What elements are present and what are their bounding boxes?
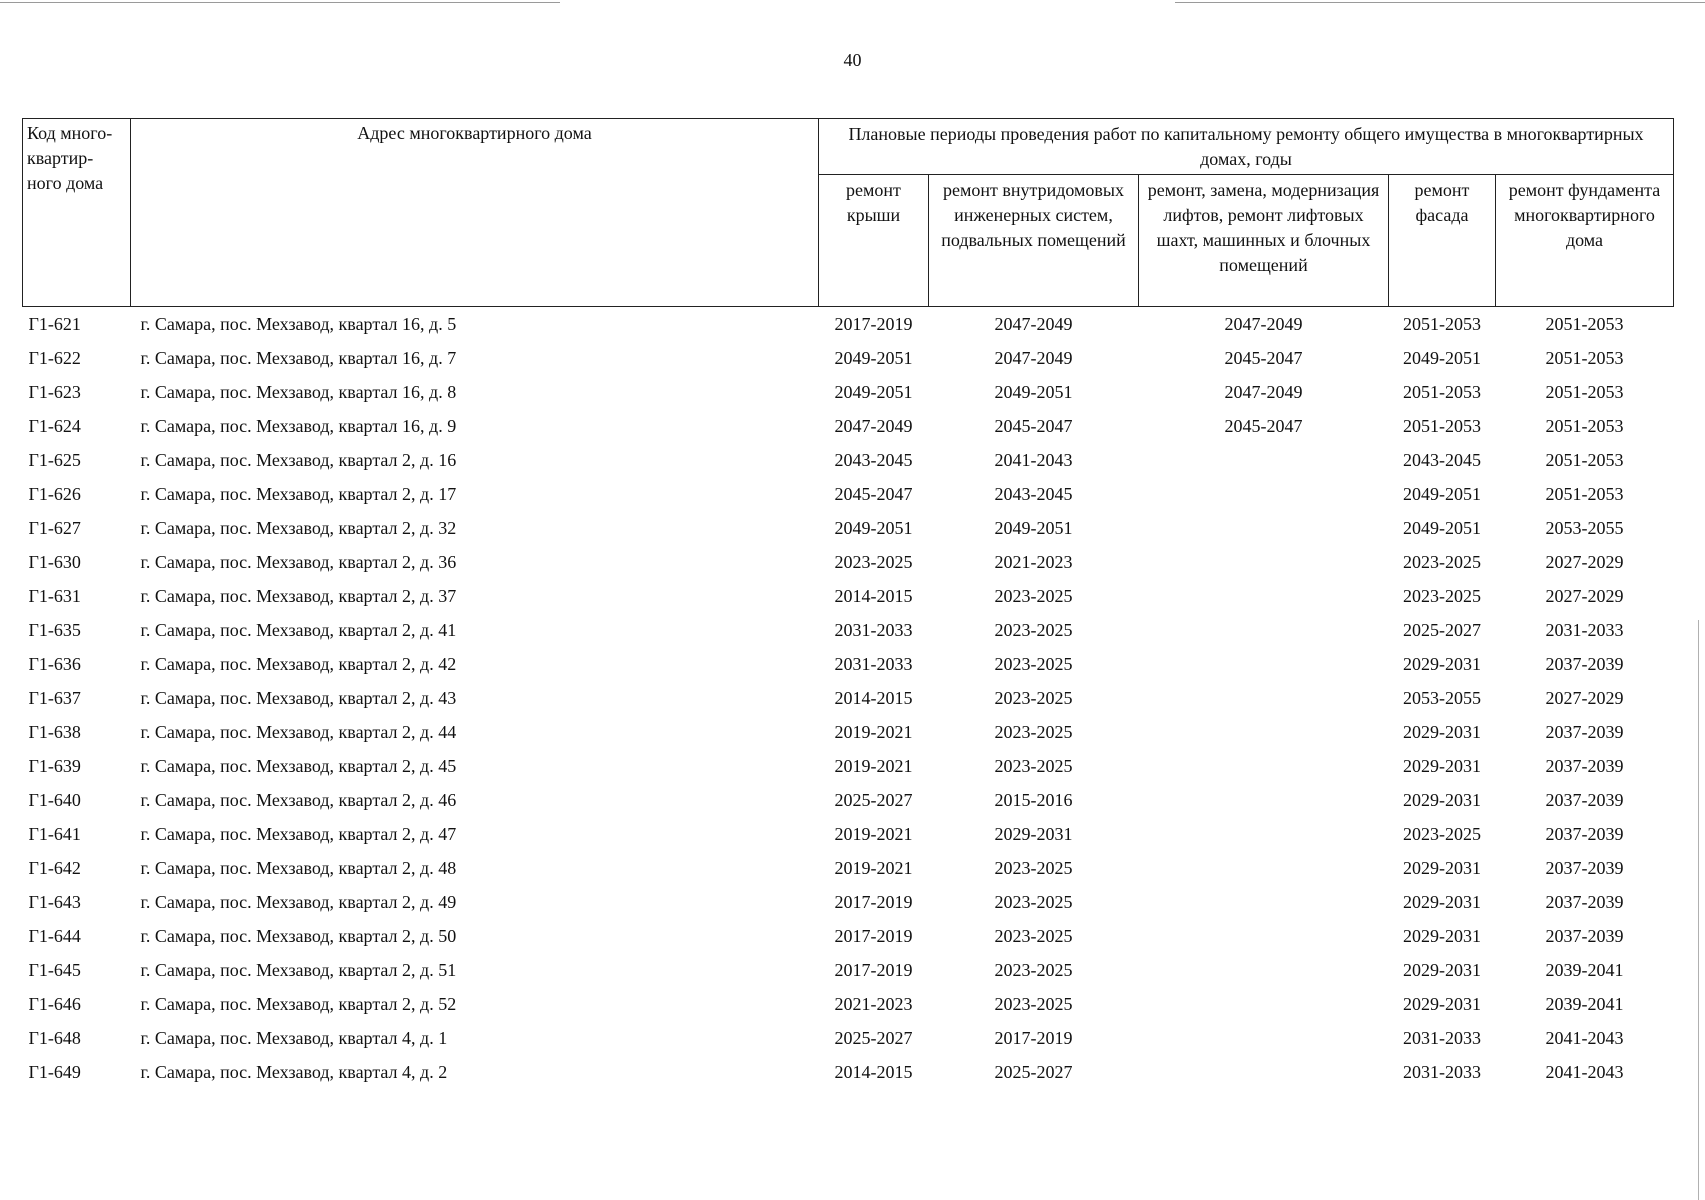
cell-roof: 2019-2021 [834,755,913,776]
cell-facade: 2029-2031 [1403,721,1481,742]
table-row [23,817,1674,851]
cell-engineering: 2023-2025 [994,585,1073,606]
cell-engineering: 2023-2025 [994,925,1073,946]
cell-lifts [1139,443,1389,477]
cell-code: Г1-622 [28,347,81,368]
cell-facade: 2029-2031 [1403,925,1481,946]
cell-engineering: 2025-2027 [994,1061,1073,1082]
cell-engineering: 2041-2043 [994,449,1073,470]
cell-address: г. Самара, пос. Мехзавод, квартал 2, д. 44 [140,721,457,742]
cell-facade: 2029-2031 [1403,653,1481,674]
cell-engineering: 2045-2047 [994,415,1073,436]
cell-address: г. Самара, пос. Мехзавод, квартал 2, д. 32 [140,517,457,538]
table-row [23,613,1674,647]
cell-engineering: 2023-2025 [994,721,1073,742]
table-row [23,409,1674,443]
cell-lifts [1139,1055,1389,1089]
cell-lifts [1139,749,1389,783]
cell-facade: 2029-2031 [1403,789,1481,810]
cell-engineering: 2049-2051 [994,381,1073,402]
cell-foundation: 2037-2039 [1545,823,1624,844]
cell-code: Г1-626 [28,483,81,504]
cell-engineering: 2021-2023 [994,551,1073,572]
cell-lifts [1139,647,1389,681]
cell-roof: 2025-2027 [834,789,913,810]
cell-code: Г1-630 [28,551,81,572]
table-row [23,477,1674,511]
cell-facade: 2023-2025 [1403,585,1481,606]
cell-roof: 2031-2033 [834,653,913,674]
cell-foundation: 2051-2053 [1545,415,1624,436]
table-row [23,715,1674,749]
table-row [23,647,1674,681]
table-row [23,375,1674,409]
cell-roof: 2047-2049 [834,415,913,436]
cell-engineering: 2047-2049 [994,313,1073,334]
cell-address: г. Самара, пос. Мехзавод, квартал 2, д. 48 [140,857,457,878]
header-row [23,119,1674,175]
cell-code: Г1-640 [28,789,81,810]
header-facade: ремонт фасада [1389,175,1496,307]
cell-facade: 2051-2053 [1403,313,1481,334]
cell-lifts [1139,545,1389,579]
table-row [23,919,1674,953]
cell-code: Г1-639 [28,755,81,776]
cell-engineering: 2023-2025 [994,959,1073,980]
cell-address: г. Самара, пос. Мехзавод, квартал 2, д. 50 [140,925,457,946]
cell-code: Г1-649 [28,1061,81,1082]
cell-foundation: 2037-2039 [1545,925,1624,946]
cell-engineering: 2023-2025 [994,619,1073,640]
cell-address: г. Самара, пос. Мехзавод, квартал 2, д. 49 [140,891,457,912]
cell-code: Г1-645 [28,959,81,980]
cell-roof: 2017-2019 [834,925,913,946]
cell-address: г. Самара, пос. Мехзавод, квартал 2, д. 46 [140,789,457,810]
cell-code: Г1-631 [28,585,81,606]
table-row [23,1055,1674,1089]
cell-foundation: 2051-2053 [1545,381,1624,402]
cell-engineering: 2023-2025 [994,857,1073,878]
cell-lifts [1139,613,1389,647]
repair-schedule-table [22,118,1674,1089]
cell-address: г. Самара, пос. Мехзавод, квартал 2, д. 47 [140,823,457,844]
table-body [23,307,1674,1090]
cell-roof: 2043-2045 [834,449,913,470]
cell-address: г. Самара, пос. Мехзавод, квартал 16, д. 8 [140,381,457,402]
cell-address: г. Самара, пос. Мехзавод, квартал 2, д. 52 [140,993,457,1014]
table-row [23,749,1674,783]
cell-facade: 2023-2025 [1403,551,1481,572]
cell-engineering: 2029-2031 [994,823,1073,844]
cell-facade: 2031-2033 [1403,1061,1481,1082]
cell-engineering: 2023-2025 [994,687,1073,708]
cell-foundation: 2037-2039 [1545,857,1624,878]
cell-facade: 2023-2025 [1403,823,1481,844]
cell-foundation: 2027-2029 [1545,585,1624,606]
cell-roof: 2017-2019 [834,959,913,980]
cell-address: г. Самара, пос. Мехзавод, квартал 2, д. 36 [140,551,457,572]
table-row [23,341,1674,375]
cell-code: Г1-624 [28,415,81,436]
cell-roof: 2019-2021 [834,823,913,844]
header-code: Код много-квартир-ного дома [23,119,131,307]
cell-code: Г1-646 [28,993,81,1014]
header-foundation: ремонт фундамента многоквартирного дома [1496,175,1674,307]
cell-code: Г1-638 [28,721,81,742]
cell-lifts [1139,953,1389,987]
scan-edge-line [1698,620,1699,1200]
cell-code: Г1-635 [28,619,81,640]
cell-lifts [1139,477,1389,511]
cell-foundation: 2051-2053 [1545,483,1624,504]
table-row [23,579,1674,613]
cell-address: г. Самара, пос. Мехзавод, квартал 2, д. 51 [140,959,457,980]
cell-address: г. Самара, пос. Мехзавод, квартал 2, д. 43 [140,687,457,708]
cell-lifts: 2045-2047 [1224,415,1303,436]
cell-facade: 2025-2027 [1403,619,1481,640]
cell-foundation: 2037-2039 [1545,653,1624,674]
scan-edge-line [0,2,560,3]
table-row [23,511,1674,545]
cell-lifts: 2047-2049 [1224,313,1303,334]
cell-address: г. Самара, пос. Мехзавод, квартал 2, д. 17 [140,483,457,504]
cell-foundation: 2027-2029 [1545,551,1624,572]
cell-address: г. Самара, пос. Мехзавод, квартал 2, д. 37 [140,585,457,606]
cell-engineering: 2023-2025 [994,993,1073,1014]
cell-address: г. Самара, пос. Мехзавод, квартал 2, д. 42 [140,653,457,674]
cell-facade: 2029-2031 [1403,857,1481,878]
cell-engineering: 2017-2019 [994,1027,1073,1048]
cell-address: г. Самара, пос. Мехзавод, квартал 4, д. 1 [140,1027,448,1048]
cell-code: Г1-644 [28,925,81,946]
cell-foundation: 2053-2055 [1545,517,1624,538]
cell-address: г. Самара, пос. Мехзавод, квартал 4, д. 2 [140,1061,448,1082]
cell-facade: 2029-2031 [1403,993,1481,1014]
cell-foundation: 2041-2043 [1545,1061,1624,1082]
cell-foundation: 2039-2041 [1545,959,1624,980]
cell-facade: 2029-2031 [1403,959,1481,980]
cell-lifts [1139,511,1389,545]
cell-code: Г1-627 [28,517,81,538]
scan-edge-line [1175,2,1705,3]
cell-engineering: 2043-2045 [994,483,1073,504]
cell-foundation: 2031-2033 [1545,619,1624,640]
table-row [23,307,1674,342]
header-address: Адрес многоквартирного дома [131,119,819,307]
cell-lifts [1139,1021,1389,1055]
cell-facade: 2051-2053 [1403,381,1481,402]
cell-address: г. Самара, пос. Мехзавод, квартал 16, д. 9 [140,415,457,436]
cell-roof: 2031-2033 [834,619,913,640]
cell-facade: 2049-2051 [1403,347,1481,368]
cell-foundation: 2051-2053 [1545,313,1624,334]
cell-address: г. Самара, пос. Мехзавод, квартал 2, д. 16 [140,449,457,470]
cell-roof: 2023-2025 [834,551,913,572]
cell-code: Г1-621 [28,313,81,334]
cell-lifts [1139,885,1389,919]
cell-facade: 2043-2045 [1403,449,1481,470]
header-roof: ремонт крыши [819,175,929,307]
cell-address: г. Самара, пос. Мехзавод, квартал 2, д. 41 [140,619,457,640]
cell-foundation: 2051-2053 [1545,449,1624,470]
cell-roof: 2019-2021 [834,721,913,742]
cell-roof: 2025-2027 [834,1027,913,1048]
cell-facade: 2049-2051 [1403,517,1481,538]
page-number: 40 [843,50,862,70]
header-engineering: ремонт внутридомовых инженерных систем, подвальных помещений [929,175,1139,307]
cell-foundation: 2037-2039 [1545,721,1624,742]
cell-engineering: 2047-2049 [994,347,1073,368]
cell-engineering: 2015-2016 [994,789,1073,810]
cell-lifts: 2047-2049 [1224,381,1303,402]
cell-code: Г1-648 [28,1027,81,1048]
cell-lifts [1139,579,1389,613]
table-row [23,443,1674,477]
cell-facade: 2049-2051 [1403,483,1481,504]
cell-roof: 2017-2019 [834,891,913,912]
cell-lifts [1139,987,1389,1021]
table-row [23,851,1674,885]
cell-code: Г1-641 [28,823,81,844]
table-row [23,681,1674,715]
cell-foundation: 2039-2041 [1545,993,1624,1014]
cell-foundation: 2027-2029 [1545,687,1624,708]
cell-code: Г1-625 [28,449,81,470]
table-row [23,1021,1674,1055]
header-periods-group: Плановые периоды проведения работ по капитальному ремонту общего имущества в многоквартирных домах, годы [819,119,1674,175]
cell-engineering: 2049-2051 [994,517,1073,538]
cell-roof: 2049-2051 [834,381,913,402]
cell-lifts [1139,783,1389,817]
cell-code: Г1-642 [28,857,81,878]
cell-foundation: 2037-2039 [1545,755,1624,776]
cell-facade: 2029-2031 [1403,755,1481,776]
cell-foundation: 2041-2043 [1545,1027,1624,1048]
cell-lifts [1139,817,1389,851]
cell-code: Г1-623 [28,381,81,402]
cell-address: г. Самара, пос. Мехзавод, квартал 16, д. 5 [140,313,457,334]
cell-roof: 2017-2019 [834,313,913,334]
cell-engineering: 2023-2025 [994,653,1073,674]
table-row [23,783,1674,817]
table-row [23,953,1674,987]
cell-roof: 2014-2015 [834,1061,913,1082]
cell-foundation: 2037-2039 [1545,891,1624,912]
cell-foundation: 2051-2053 [1545,347,1624,368]
cell-facade: 2053-2055 [1403,687,1481,708]
cell-code: Г1-637 [28,687,81,708]
cell-code: Г1-636 [28,653,81,674]
cell-roof: 2014-2015 [834,687,913,708]
cell-roof: 2049-2051 [834,347,913,368]
cell-roof: 2049-2051 [834,517,913,538]
cell-address: г. Самара, пос. Мехзавод, квартал 16, д. 7 [140,347,457,368]
cell-roof: 2021-2023 [834,993,913,1014]
cell-lifts [1139,919,1389,953]
table-row [23,987,1674,1021]
cell-facade: 2029-2031 [1403,891,1481,912]
cell-facade: 2051-2053 [1403,415,1481,436]
cell-foundation: 2037-2039 [1545,789,1624,810]
cell-roof: 2014-2015 [834,585,913,606]
cell-lifts [1139,715,1389,749]
cell-lifts [1139,851,1389,885]
cell-engineering: 2023-2025 [994,755,1073,776]
cell-code: Г1-643 [28,891,81,912]
cell-engineering: 2023-2025 [994,891,1073,912]
cell-roof: 2045-2047 [834,483,913,504]
cell-address: г. Самара, пос. Мехзавод, квартал 2, д. 45 [140,755,457,776]
table-row [23,885,1674,919]
table-row [23,545,1674,579]
cell-roof: 2019-2021 [834,857,913,878]
cell-lifts [1139,681,1389,715]
header-lifts: ремонт, замена, модернизация лифтов, ремонт лифтовых шахт, машинных и блочных помещений [1139,175,1389,307]
cell-facade: 2031-2033 [1403,1027,1481,1048]
cell-lifts: 2045-2047 [1224,347,1303,368]
